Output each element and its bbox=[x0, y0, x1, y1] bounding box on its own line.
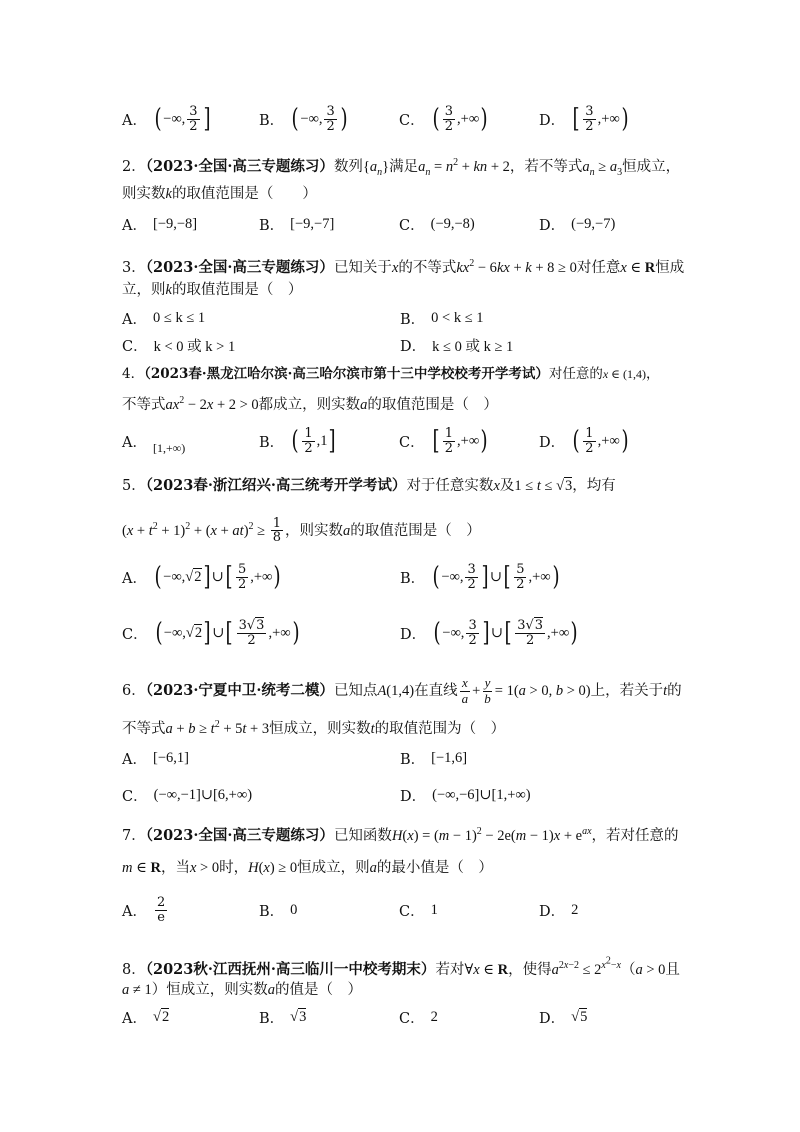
q2-stem-line2: 则实数k的取值范围是（ ） bbox=[122, 186, 317, 202]
q3-option-c[interactable]: C． k < 0 或 k > 1 bbox=[122, 339, 236, 355]
q4-option-a[interactable]: A． [1,+∞) bbox=[122, 434, 186, 455]
q6-option-d[interactable]: D． (−∞,−6]∪[1,+∞) bbox=[400, 787, 531, 805]
q2-option-c[interactable]: C． (−9,−8) bbox=[399, 215, 475, 234]
q5-stem-line2: $(x + t^2 + 1)^2 + (x + at)^2$ ≥ $\frac{1}{8}$ ，则实数a的取值范围是（ ） bbox=[122, 515, 481, 546]
q5-option-b[interactable]: B． ( −∞, $\frac{3}{2}$ ] ∪ [ $\frac{5}{2}$ ,+∞ ) bbox=[400, 561, 560, 592]
q8-stem-line2: a ≠ 1）恒成立，则实数a的值是（ ） bbox=[122, 982, 362, 998]
q6-stem-line1: 6．（2023·宁夏中卫·统考二模）已知点A(1,4)在直线 $\frac{x}{a}$ + $\frac{y}{b}$ = 1(a > 0, b > 0)上，若关于t的 bbox=[122, 675, 682, 706]
q5-option-c[interactable]: C． ( −∞,√2 ] ∪ [ $\frac{3√3}{2}$ ,+∞ ) bbox=[122, 617, 300, 648]
q8-option-c[interactable]: C． 2 bbox=[399, 1008, 438, 1027]
q1-option-b[interactable]: B． ( −∞, $\frac{3}{2}$ ) bbox=[259, 103, 348, 134]
q3-option-b[interactable]: B． 0 < k ≤ 1 bbox=[400, 310, 484, 328]
q7-option-c[interactable]: C． 1 bbox=[399, 901, 438, 920]
q1-option-a[interactable]: A． ( −∞, $\frac{3}{2}$ ] bbox=[122, 103, 211, 134]
q6-option-b[interactable]: B． [−1,6] bbox=[400, 750, 468, 768]
q5-option-d[interactable]: D． ( −∞, $\frac{3}{2}$ ] ∪ [ $\frac{3√3}{2}$ ,+∞ ) bbox=[400, 617, 578, 648]
q7-options bbox=[122, 893, 722, 927]
q4-stem-line1: 4．（2023春·黑龙江哈尔滨·高三哈尔滨市第十三中学校校考开学考试）对任意的x ∈ (1,4)， bbox=[122, 366, 660, 382]
q5-option-a[interactable]: A． ( −∞,√2 ] ∪ [ $\frac{5}{2}$ ,+∞ ) bbox=[122, 561, 282, 592]
q1-options bbox=[122, 102, 722, 136]
q8-options bbox=[122, 1000, 722, 1034]
q8-stem-line1: 8．（2023秋·江西抚州·高三临川一中校考期末）若对∀x ∈ R，使得$a^{2x-2} \le 2^{x^2-x}(a > 0$且 bbox=[122, 956, 680, 979]
q3-option-a[interactable]: A． 0 ≤ k ≤ 1 bbox=[122, 310, 206, 328]
q6-stem-line2: 不等式$a + b \ge t^2 + 5t + 3$恒成立，则实数t的取值范围为（ ） bbox=[122, 719, 506, 737]
q8-option-a[interactable]: A． √2 bbox=[122, 1008, 170, 1027]
q1-option-c[interactable]: C． ( $\frac{3}{2}$ ,+∞ ) bbox=[399, 103, 488, 134]
q4-option-b[interactable]: B． ( $\frac{1}{2}$ ,1 ] bbox=[259, 425, 337, 456]
q5-stem-line1: 5．（2023春·浙江绍兴·高三统考开学考试）对于任意实数x及1 ≤ t ≤ √3，均有 bbox=[122, 477, 616, 494]
q3-option-d[interactable]: D． k ≤ 0 或 k ≥ 1 bbox=[400, 339, 514, 355]
q2-option-d[interactable]: D． (−9,−7) bbox=[539, 215, 616, 234]
q6-option-a[interactable]: A． [−6,1] bbox=[122, 750, 189, 768]
q2-option-b[interactable]: B． [−9,−7] bbox=[259, 215, 335, 234]
q2-option-a[interactable]: A． [−9,−8] bbox=[122, 215, 198, 234]
q4-option-d[interactable]: D． ( $\frac{1}{2}$ ,+∞ ) bbox=[539, 425, 629, 456]
q4-option-c[interactable]: C． [ $\frac{1}{2}$ ,+∞ ) bbox=[399, 425, 488, 456]
q4-options bbox=[122, 424, 722, 458]
q2-stem-line1: 2．（2023·全国·高三专题练习）数列$\{a_n\}$满足$a_n = n^2$ + kn + 2，若不等式$a_n \ge a_3$恒成立， bbox=[122, 157, 681, 178]
q8-option-b[interactable]: B． √3 bbox=[259, 1008, 307, 1027]
q7-stem-line1: 7．（2023·全国·高三专题练习）已知函数$H(x) = (m - 1)^2 - 2e(m - 1)x + e^{ax}$，若对任意的 bbox=[122, 826, 679, 844]
q7-option-b[interactable]: B． 0 bbox=[259, 901, 298, 920]
q6-option-c[interactable]: C． (−∞,−1]∪[6,+∞) bbox=[122, 787, 253, 805]
q3-stem-line2: 立，则k的取值范围是（ ） bbox=[122, 282, 303, 298]
q7-option-a[interactable]: A． $\frac{2}{e}$ bbox=[122, 894, 166, 925]
q7-stem-line2: m ∈ R，当x > 0时，H(x) ≥ 0恒成立，则a的最小值是（ ） bbox=[122, 860, 493, 876]
q3-stem-line1: 3．（2023·全国·高三专题练习）已知关于x的不等式$kx^2 - 6kx + k + 8 \ge 0$对任意x ∈ R恒成 bbox=[122, 258, 685, 276]
q7-option-d[interactable]: D． 2 bbox=[539, 901, 579, 920]
q4-stem-line2: 不等式$ax^2 - 2x + 2 > 0$都成立，则实数a的取值范围是（ ） bbox=[122, 395, 498, 413]
q1-option-d[interactable]: D． [ $\frac{3}{2}$ ,+∞ ) bbox=[539, 103, 629, 134]
q8-option-d[interactable]: D． √5 bbox=[539, 1008, 588, 1027]
q2-options bbox=[122, 207, 722, 241]
